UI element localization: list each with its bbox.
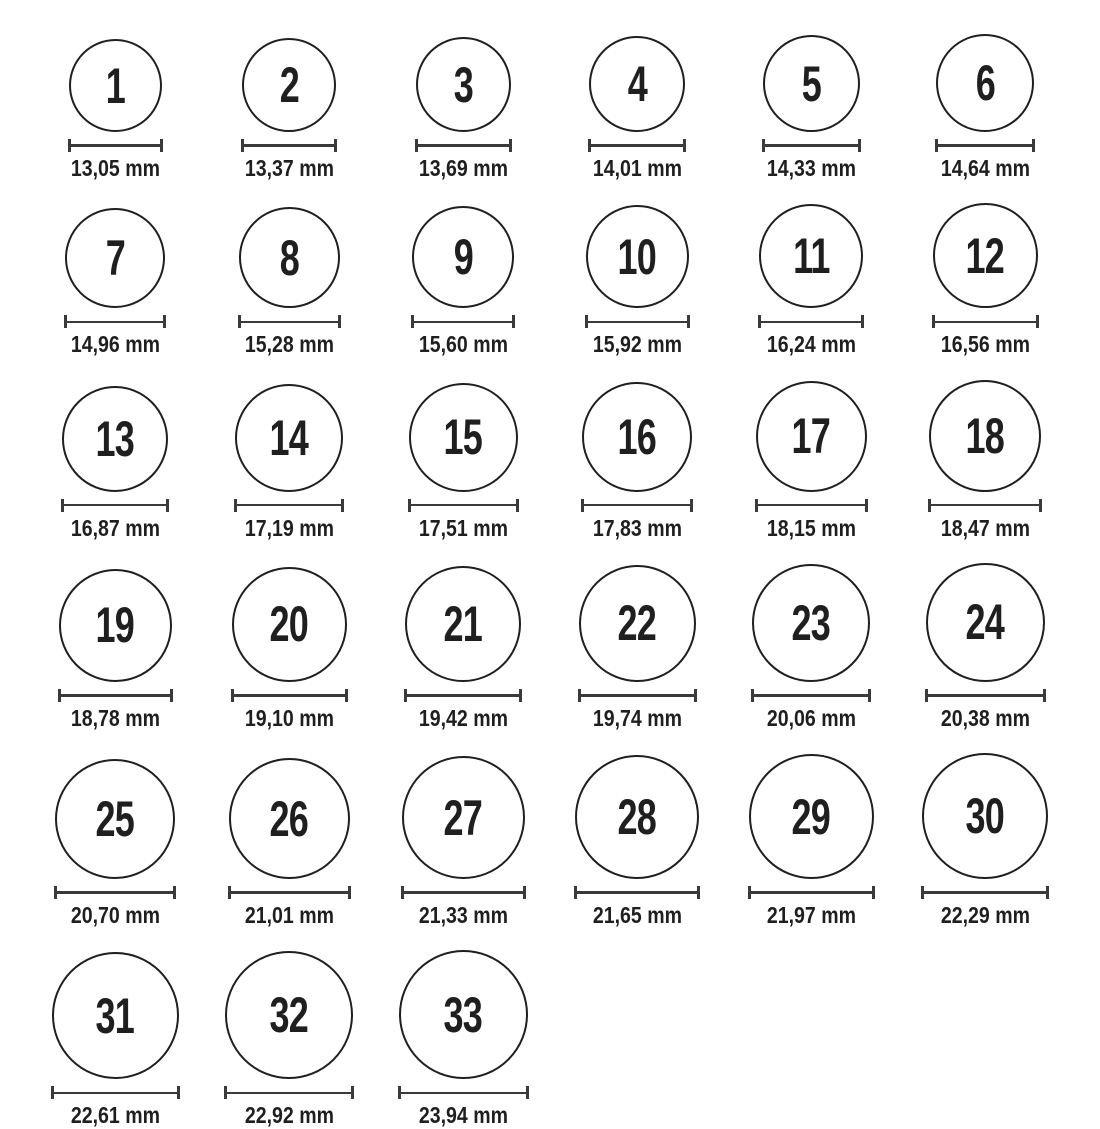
- chart-row: [28, 380, 1072, 541]
- ring-size-number: 12: [965, 227, 1005, 284]
- ring-size-number: 4: [627, 56, 647, 112]
- diameter-measure-line: [935, 139, 1035, 152]
- ring-circle: [929, 380, 1041, 492]
- diameter-measure-line: [64, 315, 166, 328]
- ring-size-item: [202, 384, 376, 541]
- diameter-label: 14,33 mm: [766, 155, 856, 181]
- diameter-label: 16,87 mm: [70, 514, 160, 541]
- ring-size-item: [202, 951, 376, 1128]
- measure-bar: [233, 694, 346, 697]
- measure-bar: [930, 504, 1040, 507]
- diameter-label: 17,83 mm: [592, 514, 682, 541]
- ring-size-number: 15: [443, 409, 483, 466]
- ring-circle: [926, 563, 1045, 682]
- measure-bar: [760, 321, 862, 324]
- diameter-measure-line: [241, 139, 337, 152]
- diameter-measure-line: [925, 689, 1046, 702]
- ring-circle: [225, 951, 353, 1079]
- ring-circle: [582, 382, 692, 492]
- chart-row: [28, 753, 1072, 928]
- ring-size-item: [28, 39, 202, 181]
- diameter-measure-line: [928, 499, 1042, 512]
- measure-bar: [53, 1092, 178, 1095]
- measure-bar: [927, 694, 1044, 697]
- diameter-measure-line: [398, 1086, 529, 1099]
- measure-bar: [243, 144, 335, 147]
- measure-bar: [923, 891, 1047, 894]
- diameter-label: 19,74 mm: [592, 704, 682, 731]
- diameter-label: 14,64 mm: [940, 155, 1030, 181]
- diameter-label: 21,65 mm: [592, 902, 682, 929]
- ring-size-number: 14: [269, 409, 309, 466]
- ring-size-item: [202, 758, 376, 928]
- ring-size-item: [898, 753, 1072, 928]
- measure-bar: [576, 891, 698, 894]
- ring-circle: [409, 383, 518, 492]
- measure-bar: [410, 504, 517, 507]
- ring-size-item: [550, 205, 724, 357]
- measure-bar: [60, 694, 171, 697]
- diameter-label: 17,51 mm: [418, 514, 508, 541]
- diameter-measure-line: [578, 689, 697, 702]
- diameter-measure-line: [411, 315, 515, 328]
- diameter-label: 15,92 mm: [592, 331, 682, 358]
- ring-size-item: [376, 950, 550, 1128]
- diameter-measure-line: [401, 886, 526, 899]
- diameter-label: 19,10 mm: [244, 704, 334, 731]
- measure-bar: [70, 144, 161, 147]
- ring-size-item: [202, 567, 376, 731]
- diameter-measure-line: [228, 886, 351, 899]
- ring-circle: [589, 36, 685, 132]
- diameter-label: 16,56 mm: [940, 331, 1030, 358]
- ring-size-item: [28, 386, 202, 541]
- ring-size-item: [724, 754, 898, 928]
- measure-bar: [403, 891, 524, 894]
- ring-size-item: [724, 564, 898, 731]
- ring-circle: [65, 208, 165, 308]
- diameter-label: 13,05 mm: [70, 155, 160, 181]
- ring-size-number: 17: [791, 408, 831, 465]
- ring-size-item: [898, 563, 1072, 731]
- ring-size-number: 6: [975, 55, 995, 111]
- diameter-measure-line: [404, 689, 522, 702]
- ring-circle: [69, 39, 162, 132]
- ring-size-number: 9: [453, 229, 473, 286]
- ring-size-number: 26: [269, 790, 309, 847]
- diameter-measure-line: [51, 1086, 180, 1099]
- ring-circle: [412, 206, 514, 308]
- measure-bar: [63, 504, 167, 507]
- ring-size-item: [550, 755, 724, 928]
- ring-size-number: 3: [453, 56, 473, 113]
- ring-circle: [759, 204, 863, 308]
- diameter-measure-line: [408, 499, 519, 512]
- measure-bar: [400, 1092, 527, 1095]
- diameter-measure-line: [762, 139, 861, 152]
- diameter-label: 22,61 mm: [70, 1102, 160, 1129]
- measure-bar: [226, 1092, 352, 1095]
- ring-circle: [756, 381, 867, 492]
- ring-circle: [579, 565, 696, 682]
- ring-circle: [232, 567, 347, 682]
- chart-row: [28, 203, 1072, 357]
- ring-size-number: 23: [791, 594, 831, 651]
- diameter-measure-line: [921, 886, 1049, 899]
- diameter-label: 14,96 mm: [70, 331, 160, 358]
- ring-circle: [763, 35, 860, 132]
- diameter-measure-line: [68, 139, 163, 152]
- diameter-measure-line: [415, 139, 512, 152]
- ring-size-number: 11: [792, 228, 830, 285]
- measure-bar: [590, 144, 684, 147]
- diameter-measure-line: [231, 689, 348, 702]
- measure-bar: [66, 321, 164, 324]
- measure-bar: [753, 694, 869, 697]
- ring-size-number: 31: [95, 987, 135, 1044]
- measure-bar: [580, 694, 695, 697]
- ring-size-number: 21: [443, 595, 483, 652]
- ring-size-number: 29: [791, 788, 831, 845]
- diameter-label: 20,06 mm: [766, 704, 856, 731]
- ring-circle: [749, 754, 874, 879]
- ring-circle: [62, 386, 168, 492]
- ring-size-item: [898, 380, 1072, 541]
- diameter-measure-line: [932, 315, 1039, 328]
- diameter-measure-line: [758, 315, 864, 328]
- diameter-measure-line: [58, 689, 173, 702]
- ring-size-number: 16: [617, 408, 657, 465]
- ring-size-number: 32: [269, 987, 309, 1044]
- ring-size-number: 18: [965, 407, 1005, 464]
- measure-bar: [764, 144, 859, 147]
- diameter-measure-line: [755, 499, 868, 512]
- ring-size-number: 20: [269, 596, 309, 653]
- diameter-label: 17,19 mm: [244, 514, 334, 541]
- ring-size-item: [724, 381, 898, 541]
- diameter-measure-line: [54, 886, 176, 899]
- diameter-label: 18,78 mm: [70, 704, 160, 731]
- diameter-measure-line: [751, 689, 871, 702]
- ring-size-item: [376, 756, 550, 928]
- measure-bar: [583, 504, 691, 507]
- ring-size-item: [202, 38, 376, 181]
- diameter-label: 23,94 mm: [418, 1102, 508, 1129]
- ring-size-number: 8: [279, 229, 299, 286]
- ring-size-number: 22: [617, 595, 657, 652]
- ring-size-item: [202, 207, 376, 357]
- diameter-measure-line: [588, 139, 686, 152]
- ring-size-number: 7: [105, 230, 125, 287]
- ring-circle: [575, 755, 699, 879]
- diameter-label: 20,38 mm: [940, 704, 1030, 731]
- ring-size-number: 5: [801, 55, 821, 112]
- ring-circle: [936, 34, 1034, 132]
- ring-size-item: [28, 952, 202, 1128]
- ring-size-item: [898, 203, 1072, 357]
- measure-bar: [757, 504, 866, 507]
- ring-size-number: 1: [105, 57, 125, 114]
- ring-size-item: [550, 565, 724, 731]
- chart-row: [28, 950, 1072, 1128]
- ring-size-item: [28, 759, 202, 928]
- ring-circle: [239, 207, 340, 308]
- diameter-label: 16,24 mm: [766, 331, 856, 358]
- ring-circle: [405, 566, 521, 682]
- chart-row: [28, 34, 1072, 181]
- measure-bar: [230, 891, 349, 894]
- ring-circle: [399, 950, 528, 1079]
- diameter-label: 22,92 mm: [244, 1102, 334, 1129]
- ring-circle: [242, 38, 336, 132]
- ring-circle: [52, 952, 179, 1079]
- ring-size-number: 13: [95, 410, 135, 467]
- measure-bar: [240, 321, 339, 324]
- measure-bar: [417, 144, 510, 147]
- measure-bar: [587, 321, 688, 324]
- diameter-measure-line: [224, 1086, 354, 1099]
- ring-circle: [402, 756, 525, 879]
- ring-size-number: 2: [279, 57, 299, 113]
- ring-size-number: 27: [443, 789, 483, 846]
- chart-row: [28, 563, 1072, 731]
- diameter-measure-line: [581, 499, 693, 512]
- diameter-label: 13,37 mm: [244, 155, 334, 181]
- diameter-label: 18,47 mm: [940, 514, 1030, 541]
- ring-circle: [933, 203, 1038, 308]
- ring-circle: [416, 37, 511, 132]
- measure-bar: [236, 504, 342, 507]
- measure-bar: [934, 321, 1037, 324]
- ring-size-number: 10: [617, 228, 657, 285]
- measure-bar: [406, 694, 520, 697]
- ring-circle: [229, 758, 350, 879]
- diameter-measure-line: [234, 499, 344, 512]
- diameter-label: 19,42 mm: [418, 704, 508, 731]
- ring-size-item: [376, 383, 550, 541]
- ring-size-item: [724, 204, 898, 357]
- diameter-measure-line: [238, 315, 341, 328]
- diameter-label: 15,28 mm: [244, 331, 334, 358]
- ring-size-item: [376, 37, 550, 181]
- ring-size-item: [550, 382, 724, 541]
- diameter-measure-line: [585, 315, 690, 328]
- ring-circle: [235, 384, 343, 492]
- diameter-label: 13,69 mm: [418, 155, 508, 181]
- ring-circle: [59, 569, 172, 682]
- diameter-label: 21,01 mm: [244, 902, 334, 929]
- measure-bar: [750, 891, 873, 894]
- measure-bar: [413, 321, 513, 324]
- measure-bar: [937, 144, 1033, 147]
- ring-size-item: [28, 569, 202, 731]
- ring-circle: [55, 759, 175, 879]
- ring-circle: [586, 205, 689, 308]
- diameter-label: 18,15 mm: [766, 514, 856, 541]
- ring-size-item: [376, 566, 550, 731]
- measure-bar: [56, 891, 174, 894]
- ring-size-item: [724, 35, 898, 181]
- diameter-label: 21,33 mm: [418, 902, 508, 929]
- ring-size-item: [376, 206, 550, 357]
- diameter-label: 15,60 mm: [418, 331, 508, 358]
- ring-size-number: 28: [617, 789, 657, 846]
- diameter-label: 14,01 mm: [592, 155, 682, 181]
- diameter-label: 22,29 mm: [940, 902, 1030, 929]
- ring-size-number: 24: [965, 594, 1005, 651]
- diameter-measure-line: [574, 886, 700, 899]
- ring-size-item: [550, 36, 724, 181]
- ring-size-number: 25: [95, 791, 135, 848]
- ring-size-item: [898, 34, 1072, 181]
- diameter-measure-line: [748, 886, 875, 899]
- ring-size-number: 30: [965, 788, 1005, 845]
- diameter-measure-line: [61, 499, 169, 512]
- ring-size-number: 33: [443, 986, 483, 1043]
- diameter-label: 20,70 mm: [70, 902, 160, 929]
- ring-circle: [922, 753, 1048, 879]
- ring-size-number: 19: [95, 597, 135, 654]
- ring-circle: [752, 564, 870, 682]
- diameter-label: 21,97 mm: [766, 902, 856, 929]
- ring-size-item: [28, 208, 202, 357]
